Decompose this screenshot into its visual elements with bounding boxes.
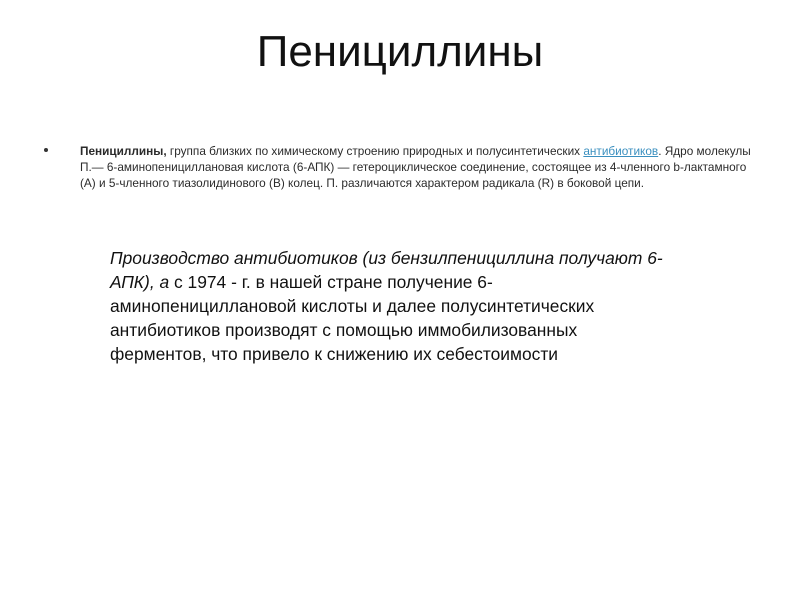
antibiotics-link[interactable]: антибиотиков bbox=[583, 144, 659, 158]
slide-title: Пенициллины bbox=[256, 27, 544, 76]
bullet-text-rest: . Ядро молекулы П.— 6-аминопенициллановая кислота (6-АПК) — гетероциклическое соединение, состоящее из 4-членного b-лактамного (А) и 5-членного тиазолидинового (В) колец. П. различаются характером радикала (R) в боковой цепи. bbox=[80, 144, 751, 190]
bullet-lead-term: Пенициллины, bbox=[80, 144, 167, 158]
body-paragraph bbox=[110, 246, 670, 366]
bullet-text bbox=[80, 143, 756, 191]
paragraph-italic-part: Производство антибиотиков (из бензилпенициллина получают 6-АПК), а bbox=[110, 248, 663, 292]
bullet-text-part: группа близких по химическому строению природных и полусинтетических bbox=[166, 144, 584, 158]
bullet-dot-icon bbox=[44, 148, 48, 152]
bullet-item bbox=[44, 143, 756, 191]
paragraph-regular-part: с 1974 - г. в нашей стране получение 6-аминопенициллановой кислоты и далее полусинтетических антибиотиков производят с помощью иммобилизованных ферментов, что привело к снижению их себестоимости bbox=[110, 272, 595, 364]
